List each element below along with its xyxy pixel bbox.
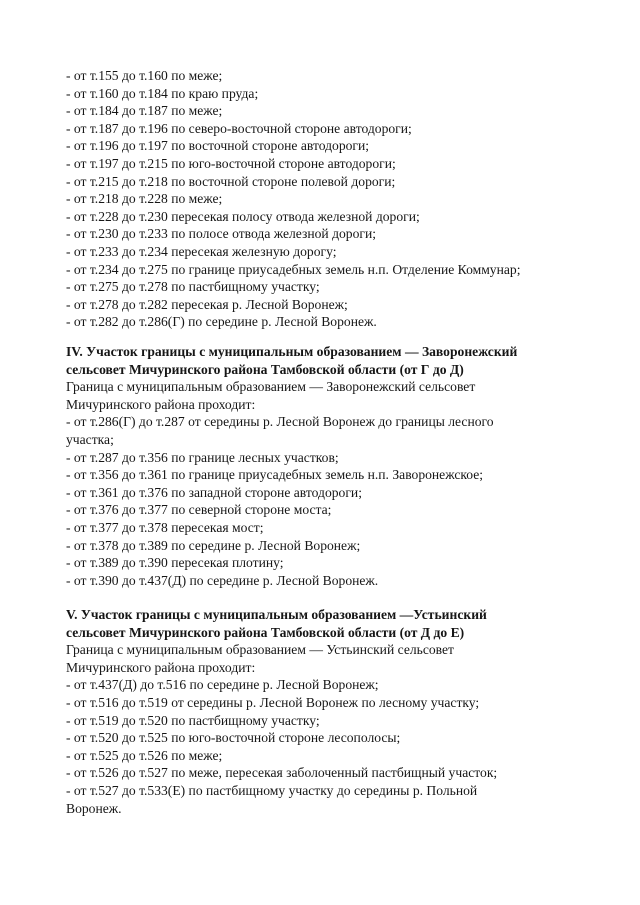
list-item: - от т.233 до т.234 пересекая железную дорогу; bbox=[66, 243, 337, 259]
list-item: - от т.197 до т.215 по юго-восточной стороне автодороги; bbox=[66, 155, 396, 171]
section-v-intro bbox=[66, 641, 606, 676]
boundary-list-continued bbox=[66, 67, 606, 331]
heading-line: сельсовет Мичуринского района Тамбовской области (от Г до Д) bbox=[66, 361, 464, 377]
list-item: - от т.286(Г) до т.287 от середины р. Лесной Воронеж до границы лесного bbox=[66, 414, 494, 430]
list-item: - от т.361 до т.376 по западной стороне автодороги; bbox=[66, 484, 362, 500]
list-item: - от т.282 до т.286(Г) по середине р. Лесной Воронеж. bbox=[66, 314, 377, 330]
section-v-heading bbox=[66, 606, 606, 641]
list-item: участка; bbox=[66, 431, 114, 447]
list-item: - от т.519 до т.520 по пастбищному участку; bbox=[66, 712, 320, 728]
heading-line: IV. Участок границы с муниципальным образованием — Заворонежский bbox=[66, 344, 518, 359]
heading-line: V. Участок границы с муниципальным образованием —Устьинский bbox=[66, 607, 487, 622]
intro-line: Граница с муниципальным образованием — Заворонежский сельсовет bbox=[66, 379, 476, 395]
section-iv-list bbox=[66, 413, 606, 589]
list-item: - от т.230 до т.233 по полосе отвода железной дороги; bbox=[66, 226, 377, 242]
list-item: - от т.215 до т.218 по восточной стороне полевой дороги; bbox=[66, 173, 396, 189]
list-item: - от т.377 до т.378 пересекая мост; bbox=[66, 519, 264, 535]
list-item: - от т.275 до т.278 по пастбищному участку; bbox=[66, 279, 320, 295]
list-item: - от т.278 до т.282 пересекая р. Лесной Воронеж; bbox=[66, 296, 348, 312]
list-item: - от т.437(Д) до т.516 по середине р. Лесной Воронеж; bbox=[66, 677, 379, 693]
section-v-list bbox=[66, 676, 606, 817]
list-item: - от т.184 до т.187 по меже; bbox=[66, 103, 223, 119]
list-item: - от т.389 до т.390 пересекая плотину; bbox=[66, 555, 284, 571]
intro-line: Мичуринского района проходит: bbox=[66, 396, 256, 412]
section-iv-heading bbox=[66, 343, 606, 378]
list-item: - от т.526 до т.527 по меже, пересекая заболоченный пастбищный участок; bbox=[66, 765, 498, 781]
list-item: - от т.520 до т.525 по юго-восточной стороне лесополосы; bbox=[66, 730, 401, 746]
section-iv bbox=[66, 343, 606, 589]
list-item: - от т.516 до т.519 от середины р. Лесной Воронеж по лесному участку; bbox=[66, 694, 480, 710]
list-item: - от т.187 до т.196 по северо-восточной стороне автодороги; bbox=[66, 120, 412, 136]
list-item: - от т.228 до т.230 пересекая полосу отвода железной дороги; bbox=[66, 208, 420, 224]
list-item: - от т.155 до т.160 по меже; bbox=[66, 68, 223, 83]
list-item: - от т.218 до т.228 по меже; bbox=[66, 191, 223, 207]
list-item: - от т.390 до т.437(Д) по середине р. Лесной Воронеж. bbox=[66, 572, 379, 588]
list-item: - от т.527 до т.533(Е) по пастбищному участку до середины р. Польной bbox=[66, 782, 478, 798]
list-item: - от т.234 до т.275 по границе приусадебных земель н.п. Отделение Коммунар; bbox=[66, 261, 521, 277]
list-item: - от т.376 до т.377 по северной стороне моста; bbox=[66, 502, 332, 518]
list-item: - от т.196 до т.197 по восточной стороне автодороги; bbox=[66, 138, 370, 154]
list-item: - от т.356 до т.361 по границе приусадебных земель н.п. Заворонежское; bbox=[66, 467, 484, 483]
intro-line: Граница с муниципальным образованием — Устьинский сельсовет bbox=[66, 642, 454, 658]
list-item: - от т.525 до т.526 по меже; bbox=[66, 747, 223, 763]
section-iv-intro bbox=[66, 378, 606, 413]
heading-line: сельсовет Мичуринского района Тамбовской области (от Д до Е) bbox=[66, 624, 465, 640]
list-item: - от т.160 до т.184 по краю пруда; bbox=[66, 85, 259, 101]
section-v bbox=[66, 606, 606, 817]
list-item: - от т.378 до т.389 по середине р. Лесной Воронеж; bbox=[66, 537, 361, 553]
list-item: - от т.287 до т.356 по границе лесных участков; bbox=[66, 449, 339, 465]
intro-line: Мичуринского района проходит: bbox=[66, 659, 256, 675]
list-item: Воронеж. bbox=[66, 800, 122, 816]
